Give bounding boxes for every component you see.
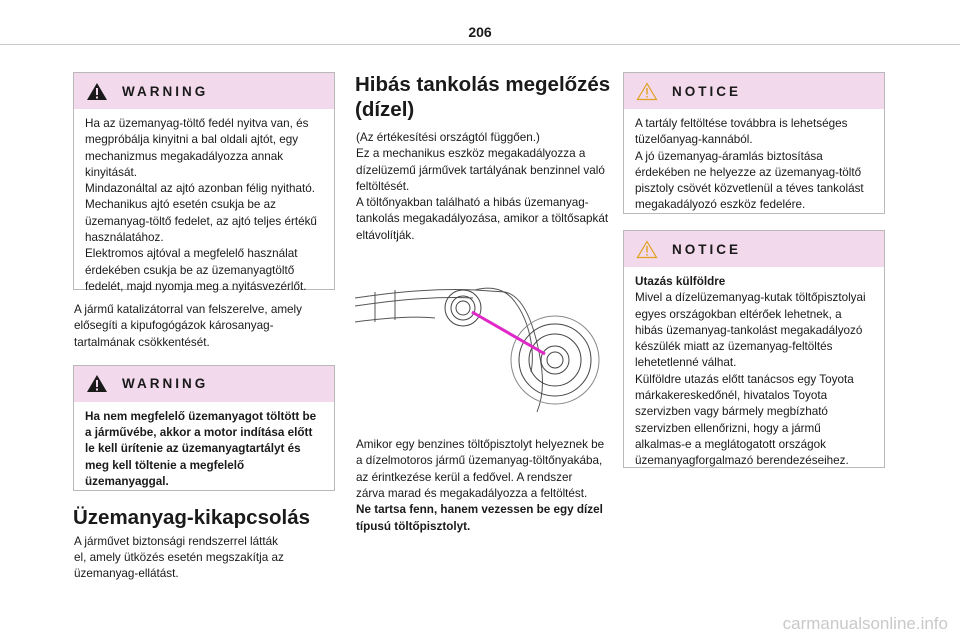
notice-label: NOTICE <box>672 241 742 257</box>
text-line: tartalmának csökkentését. <box>74 335 210 349</box>
warning-triangle-icon <box>86 82 108 101</box>
text-line: Külföldre utazás előtt tanácsos egy Toyota <box>635 372 854 386</box>
text-line: lehetetlenné válhat. <box>635 356 737 370</box>
text-line: Mivel a dízelüzemanyag-kutak töltőpisztolyai <box>635 291 866 305</box>
text-line: megpróbálja kinyitni a bal oldali ajtót, egy <box>85 133 299 147</box>
text-line: meg kell töltenie a megfelelő <box>85 458 245 472</box>
notice-text <box>624 109 884 221</box>
notice-header <box>624 73 884 109</box>
heading-line: Hibás tankolás megelőzés <box>355 73 611 96</box>
warning-text <box>74 109 334 302</box>
filler-neck-drawing <box>355 262 615 422</box>
fuel-filler-illustration <box>355 262 621 427</box>
page-number: 206 <box>468 24 492 40</box>
text-line: fedelét, majd nyomja meg a nyitásvezérlőt. <box>85 279 307 293</box>
text-line: tankolás megakadályozása, amikor a töltősapkát <box>356 212 609 226</box>
filler-paragraph <box>355 437 621 502</box>
text-line: készülék miatt az üzemanyag-feltöltés <box>635 340 833 354</box>
warning-box <box>73 365 335 491</box>
text-line: Amikor egy benzines töltőpisztolyt helyeznek be <box>356 438 605 452</box>
text-line: alkalmas-e a meglátogatott országok <box>635 437 826 451</box>
watermark: carmanualsonline.info <box>782 614 948 633</box>
heading-line: (dízel) <box>355 98 415 121</box>
section-heading <box>355 72 621 122</box>
text-line: érdekében csukja be az üzemanyagtöltő <box>85 263 295 277</box>
text-line: hibás üzemanyag-tankolást megakadályozó <box>635 323 863 337</box>
warning-label: WARNING <box>122 376 209 392</box>
text-line: szervizben vagy bármely megbízható <box>635 405 828 419</box>
text-line: üzemanyaggal. <box>85 475 169 489</box>
warning-header <box>74 366 334 402</box>
text-line: a járművébe, akkor a motor indítása előtt <box>85 426 313 440</box>
text-line: zárva marad és megakadályozza a feltöltést. <box>356 486 588 500</box>
warning-label: WARNING <box>122 83 209 99</box>
text-line: le kell ürítenie az üzemanyagtartályt és <box>85 442 301 456</box>
notice-text <box>624 267 884 477</box>
text-line: elősegíti a kipufogógázok károsanyag- <box>74 319 274 333</box>
text-line: tüzelőanyag-kannából. <box>635 133 753 147</box>
text-line: A jármű katalizátorral van felszerelve, amely <box>74 303 302 316</box>
text-line: használatához. <box>85 231 164 245</box>
warning-header <box>74 73 334 109</box>
warning-text <box>74 402 334 497</box>
text-line: üzemanyag-töltő fedelet, az ajtó teljes értékű <box>85 214 317 228</box>
notice-box <box>623 230 885 468</box>
text-line: Ez a mechanikus eszköz megakadályozza a <box>356 147 586 161</box>
text-line: pisztoly csövét közvetlenül a téves tankolást <box>635 182 864 196</box>
catalyst-paragraph <box>73 302 335 351</box>
text-line: az érintkezése kerül a fedővel. A rendszer <box>356 470 573 484</box>
text-line: típusú töltőpisztolyt. <box>356 519 471 533</box>
notice-triangle-icon <box>636 240 658 259</box>
text-line: üzemanyagforgalmazó berendezéseihez. <box>635 454 849 468</box>
text-line: eltávolítják. <box>356 228 415 242</box>
top-divider <box>0 44 960 45</box>
text-line: dízelüzemű járművek tartályának benzinnel való <box>356 163 605 177</box>
text-line: Ne tartsa fenn, hanem vezessen be egy dízel <box>356 503 603 517</box>
text-line: Mechanikus ajtó esetén csukja be az <box>85 198 277 212</box>
column-1 <box>73 72 335 583</box>
text-line: A töltőnyakban található a hibás üzemanyag- <box>356 196 589 210</box>
text-line: feltöltését. <box>356 179 410 193</box>
notice-title: Utazás külföldre <box>635 275 726 288</box>
intro-paragraph <box>355 130 621 244</box>
text-line: A járművet biztonsági rendszerrel látták <box>74 534 278 548</box>
warning-triangle-icon <box>86 374 108 393</box>
text-line: Mindazonáltal az ajtó azonban félig nyitható. <box>85 182 316 196</box>
text-line: a dízelmotoros jármű üzemanyag-töltőnyakába, <box>356 454 603 468</box>
text-line: A tartály feltöltése továbbra is lehetséges <box>635 117 848 130</box>
text-line: mechanizmus megakadályozza annak <box>85 149 284 163</box>
filler-bold-paragraph <box>355 502 621 535</box>
notice-label: NOTICE <box>672 83 742 99</box>
fuel-cutoff-paragraph <box>73 534 335 583</box>
text-line: szervizben ellenőrizni, hogy a jármű <box>635 421 821 435</box>
warning-box <box>73 72 335 293</box>
text-line: kinyitását. <box>85 165 137 179</box>
text-line: Ha az üzemanyag-töltő fedél nyitva van, és <box>85 117 309 130</box>
text-line: (Az értékesítési országtól függően.) <box>356 131 540 144</box>
section-heading: Üzemanyag-kikapcsolás <box>73 505 311 529</box>
text-line: üzemanyag-ellátást. <box>74 567 179 581</box>
text-line: márkakereskedőnél, hivatalos Toyota <box>635 389 828 403</box>
text-line: Ha nem megfelelő üzemanyagot töltött be <box>85 409 317 423</box>
text-line: A jó üzemanyag-áramlás biztosítása <box>635 149 823 163</box>
text-line: Elektromos ajtóval a megfelelő használat <box>85 247 298 261</box>
notice-header <box>624 231 884 267</box>
column-2 <box>355 72 621 535</box>
column-3 <box>623 72 885 480</box>
notice-triangle-icon <box>636 82 658 101</box>
text-line: egyes országokban eltérőek lehetnek, a <box>635 307 842 321</box>
notice-box <box>623 72 885 214</box>
text-line: el, amely ütközés esetén megszakítja az <box>74 551 284 565</box>
text-line: érdekében ne helyezze az üzemanyag-töltő <box>635 165 862 179</box>
text-line: megakadályozó eszköz fedelére. <box>635 198 806 212</box>
